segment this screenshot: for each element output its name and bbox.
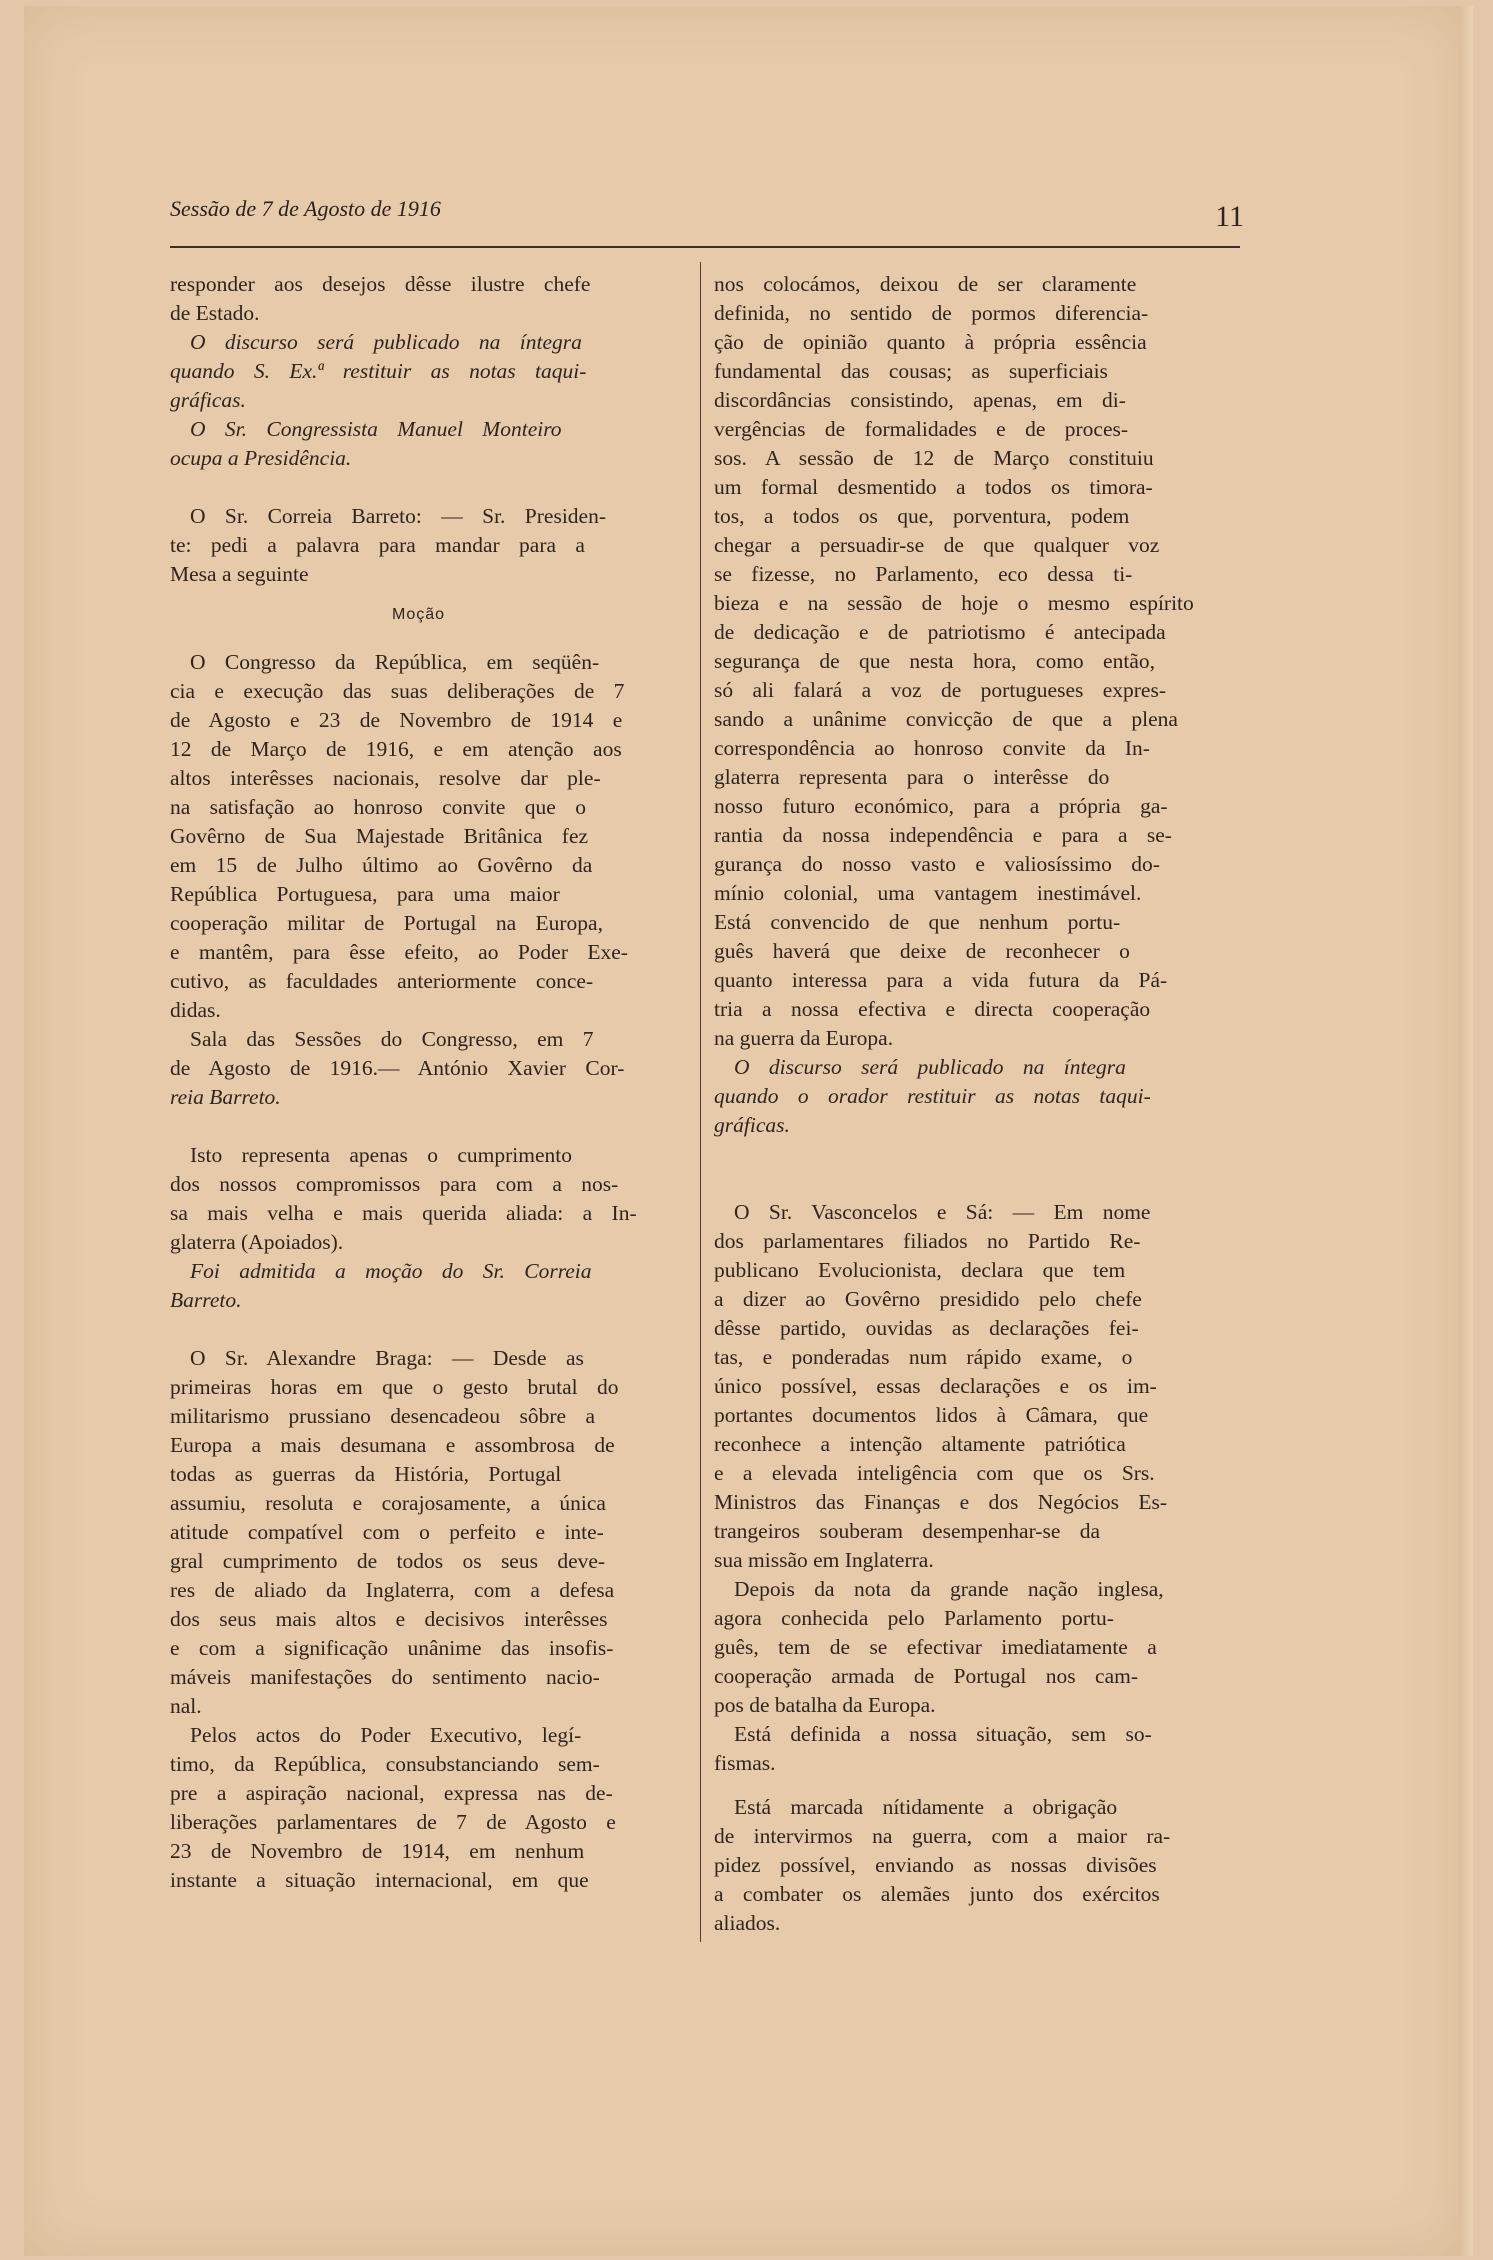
text-line: a dizer ao Govêrno presidido pelo chefe [714,1287,1142,1311]
text-line: um formal desmentido a todos os timora- [714,475,1153,499]
text-line: quando S. Ex.ª restituir as notas taqui- [170,359,587,383]
text-line: O discurso será publicado na íntegra [190,330,582,354]
text-line: se fizesse, no Parlamento, eco dessa ti- [714,562,1133,586]
text-line: definida, no sentido de pormos diferencia- [714,301,1149,325]
text-line: 23 de Novembro de 1914, em nenhum [170,1839,585,1863]
text-line: todas as guerras da História, Portugal [170,1462,562,1486]
text-line: dos nossos compromissos para com a nos- [170,1172,619,1196]
text-line: Isto representa apenas o cumprimento [190,1143,572,1167]
text-line: de Agosto de 1916.— António Xavier Cor- [170,1056,625,1080]
text-line: fismas. [714,1751,776,1775]
text-line: Mesa a seguinte [170,562,309,586]
text-line: O Sr. Congressista Manuel Monteiro [190,417,562,441]
text-line: e mantêm, para êsse efeito, ao Poder Exe- [170,940,628,964]
text-line: ção de opinião quanto à própria essência [714,330,1147,354]
text-line: nos colocámos, deixou de ser claramente [714,272,1137,296]
text-line: Depois da nota da grande nação inglesa, [734,1577,1164,1601]
text-line: dêsse partido, ouvidas as declarações fei- [714,1316,1139,1340]
text-line: nal. [170,1694,202,1718]
text-line: glaterra (Apoiados). [170,1230,344,1254]
page-number: 11 [1215,200,1244,233]
text-line: sando a unânime convicção de que a plena [714,707,1178,731]
text-line: res de aliado da Inglaterra, com a defesa [170,1578,615,1602]
text-line: instante a situação internacional, em que [170,1868,589,1892]
text-line: dos seus mais altos e decisivos interêsses [170,1607,608,1631]
text-line: guês, tem de se efectivar imediatamente a [714,1635,1157,1659]
text-line: atitude compatível com o perfeito e inte- [170,1520,604,1544]
text-line: Govêrno de Sua Majestade Britânica fez [170,824,589,848]
text-line: agora conhecida pelo Parlamento portu- [714,1606,1114,1630]
text-line: máveis manifestações do sentimento nacio- [170,1665,600,1689]
text-line: tria a nossa efectiva e directa cooperação [714,997,1151,1021]
text-line: rantia da nossa independência e para a se- [714,823,1172,847]
text-line: Está marcada nítidamente a obrigação [734,1795,1118,1819]
text-line: Europa a mais desumana e assombrosa de [170,1433,615,1457]
text-line: reconhece a intenção altamente patriótica [714,1432,1126,1456]
text-line: gral cumprimento de todos os seus deve- [170,1549,606,1573]
text-line: só ali falará a voz de portugueses expres- [714,678,1167,702]
text-line: guês haverá que deixe de reconhecer o [714,939,1130,963]
text-line: didas. [170,998,221,1022]
text-line: O Sr. Correia Barreto: — Sr. Presiden- [190,504,607,528]
text-line: e com a significação unânime das insofis- [170,1636,614,1660]
text-line: República Portuguesa, para uma maior [170,882,560,906]
text-line: Ministros das Finanças e dos Negócios Es- [714,1490,1168,1514]
text-line: altos interêsses nacionais, resolve dar ple- [170,766,601,790]
text-line: glaterra representa para o interêsse do [714,765,1110,789]
text-line: cutivo, as faculdades anteriormente conce- [170,969,594,993]
page-header-title: Sessão de 7 de Agosto de 1916 [170,196,441,221]
text-line: gráficas. [170,388,246,412]
text-line: timo, da República, consubstanciando sem- [170,1752,600,1776]
text-line: sua missão em Inglaterra. [714,1548,934,1572]
text-line: ocupa a Presidência. [170,446,352,470]
text-line: de Agosto e 23 de Novembro de 1914 e [170,708,623,732]
text-line: O Sr. Alexandre Braga: — Desde as [190,1346,584,1370]
text-line: a combater os alemães junto dos exércitos [714,1882,1160,1906]
text-line: te: pedi a palavra para mandar para a [170,533,585,557]
text-line: tas, e ponderadas num rápido exame, o [714,1345,1133,1369]
text-line: quando o orador restituir as notas taqui- [714,1084,1151,1108]
text-line: em 15 de Julho último ao Govêrno da [170,853,593,877]
column-divider [700,262,701,1942]
text-line: mínio colonial, uma vantagem inestimável. [714,881,1142,905]
text-line: nosso futuro económico, para a própria ga- [714,794,1168,818]
text-line: na guerra da Europa. [714,1026,894,1050]
text-line: Está convencido de que nenhum portu- [714,910,1121,934]
text-line: sos. A sessão de 12 de Março constituiu [714,446,1154,470]
text-line: gurança do nosso vasto e valiosíssimo do- [714,852,1160,876]
text-line: bieza e na sessão de hoje o mesmo espírito [714,591,1194,615]
text-line: O Sr. Vasconcelos e Sá: — Em nome [734,1200,1151,1224]
text-line: O discurso será publicado na íntegra [734,1055,1126,1079]
text-line: de dedicação e de patriotismo é antecipada [714,620,1166,644]
text-line: cia e execução das suas deliberações de 7 [170,679,625,703]
text-line: e a elevada inteligência com que os Srs. [714,1461,1155,1485]
text-line: fundamental das cousas; as superficiais [714,359,1108,383]
text-line: publicano Evolucionista, declara que tem [714,1258,1126,1282]
text-line: chegar a persuadir-se de que qualquer voz [714,533,1160,557]
text-line: assumiu, resoluta e corajosamente, a única [170,1491,606,1515]
page-edge [1459,6,1473,2256]
text-line: 12 de Março de 1916, e em atenção aos [170,737,622,761]
text-line: reia Barreto. [170,1085,281,1109]
text-line: portantes documentos lidos à Câmara, que [714,1403,1149,1427]
text-line: Pelos actos do Poder Executivo, legí- [190,1723,582,1747]
text-line: dos parlamentares filiados no Partido Re- [714,1229,1141,1253]
text-line: vergências de formalidades e de proces- [714,417,1129,441]
text-line: pre a aspiração nacional, expressa nas de- [170,1781,613,1805]
text-line: primeiras horas em que o gesto brutal do [170,1375,619,1399]
text-line: Está definida a nossa situação, sem so- [734,1722,1152,1746]
text-line: trangeiros souberam desempenhar-se da [714,1519,1101,1543]
text-line: na satisfação ao honroso convite que o [170,795,586,819]
text-line: sa mais velha e mais querida aliada: a In- [170,1201,637,1225]
text-line: de Estado. [170,301,260,325]
text-line: gráficas. [714,1113,790,1137]
text-line: correspondência ao honroso convite da In- [714,736,1150,760]
text-line: segurança de que nesta hora, como então, [714,649,1155,673]
text-line: cooperação armada de Portugal nos cam- [714,1664,1138,1688]
header-rule [170,246,1240,248]
text-line: Foi admitida a moção do Sr. Correia [190,1259,592,1283]
text-line: liberações parlamentares de 7 de Agosto e [170,1810,616,1834]
text-line: de intervirmos na guerra, com a maior ra- [714,1824,1171,1848]
text-line: quanto interessa para a vida futura da Pá- [714,968,1168,992]
text-line: responder aos desejos dêsse ilustre chefe [170,272,591,296]
text-line: Barreto. [170,1288,242,1312]
text-line: O Congresso da República, em seqüên- [190,650,600,674]
text-line: Moção [392,606,446,623]
text-line: pos de batalha da Europa. [714,1693,936,1717]
text-line: pidez possível, enviando as nossas divisões [714,1853,1157,1877]
text-line: único possível, essas declarações e os im- [714,1374,1157,1398]
text-line: militarismo prussiano desencadeou sôbre a [170,1404,595,1428]
text-line: discordâncias consistindo, apenas, em di- [714,388,1126,412]
text-line: tos, a todos os que, porventura, podem [714,504,1130,528]
text-line: Sala das Sessões do Congresso, em 7 [190,1027,594,1051]
text-line: cooperação militar de Portugal na Europa, [170,911,603,935]
text-line: aliados. [714,1911,781,1935]
